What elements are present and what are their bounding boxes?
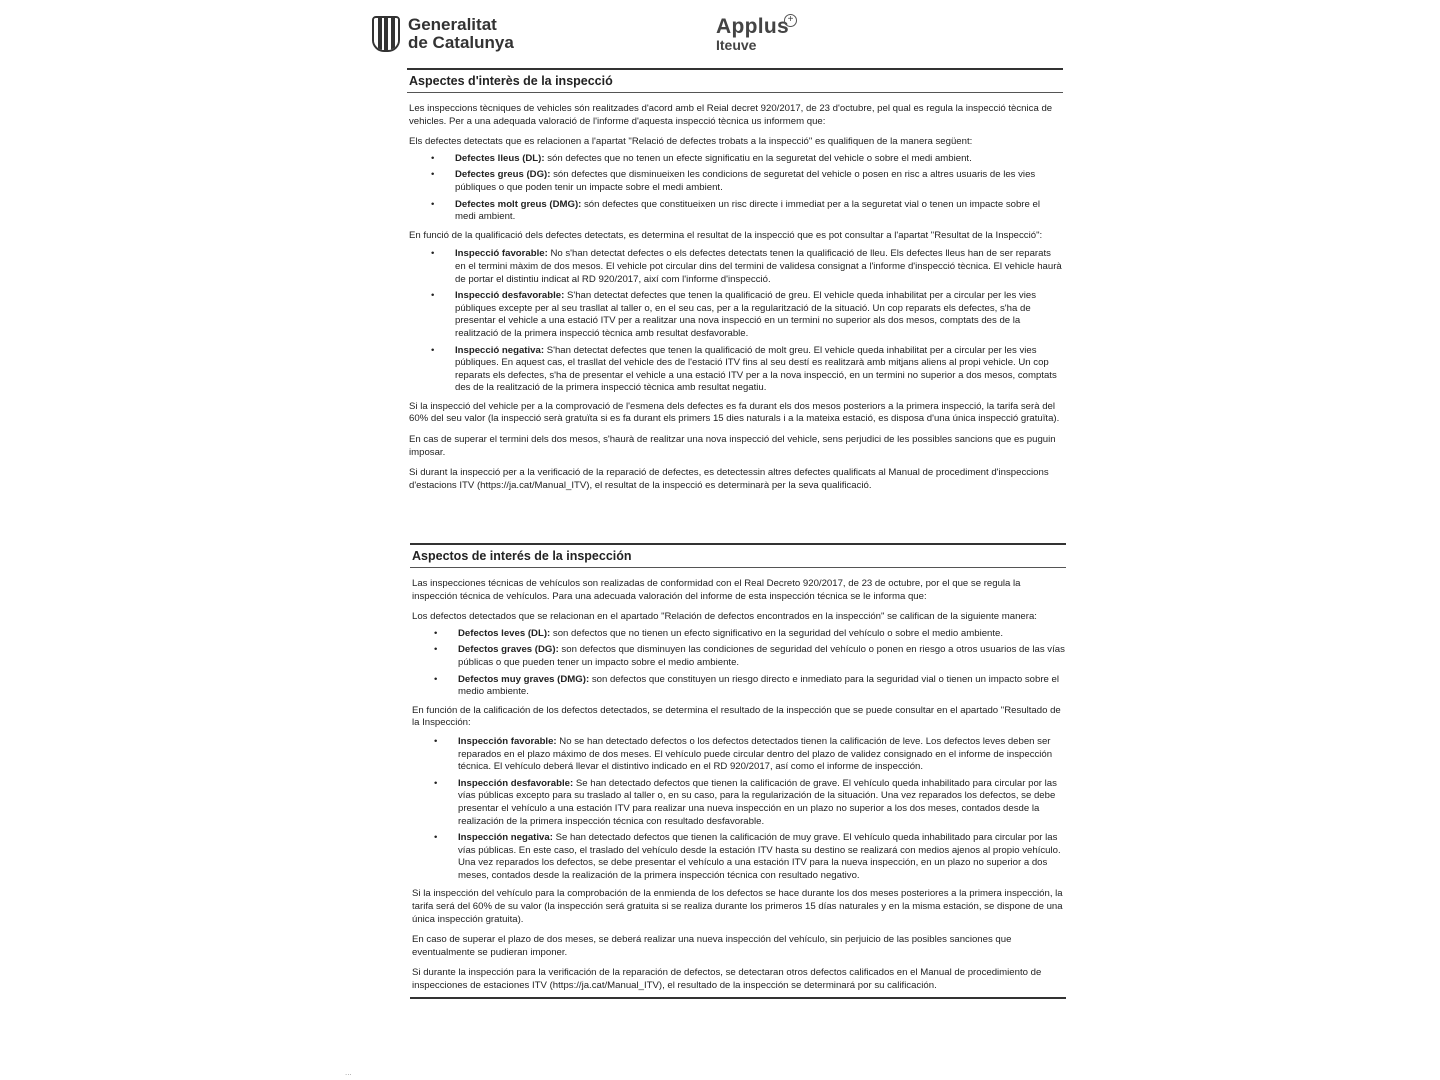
list-item: • Defectes greus (DG): són defectes que disminueixen les condicions de seguretat del vehicle o posen en risc a altres usuaris de les vies públiques o que poden tenir un impacte sobre el medi ambient. — [431, 169, 1036, 193]
fee-paragraph: Si la inspección del vehículo para la comprobación de la enmienda de los defectos se hace durante los dos meses posteriores a la primera inspección, la tarifa será del 60% de su valor (la inspección será gratuita si se realiza durante los primeros 15 días naturales y en la misma estación, se dispone de una única inspección gratuita). — [412, 888, 1063, 925]
results-list — [407, 248, 1063, 395]
list-item: • Defectes lleus (DL): són defectes que no tenen un efecte significatiu en la seguretat del vehicle o sobre el medi ambient. — [431, 152, 972, 164]
section-title: Aspectes d'interès de la inspecció — [409, 74, 613, 88]
manual-paragraph: Si durante la inspección para la verificación de la reparación de defectos, se detectaran otros defectos calificados en el Manual de procedimiento de inspecciones de estaciones ITV (https://ja.cat/Manual_ITV), el resultado de la inspección se determinará por su calificación. — [412, 967, 1042, 992]
results-intro: En funció de la qualificació dels defectes detectats, es determina el resultat de la inspecció que es pot consultar a l'apartat "Resultat de la Inspecció": — [409, 229, 1043, 241]
list-item: • Inspección desfavorable: Se han detectado defectos que tienen la calificación de grave. El vehículo queda inhabilitado para circular por las vías públicas excepto para su traslado al taller o, en su caso, para la regularización de la situación. Una vez reparados los defectos, se debe presentar el vehículo a una estación ITV para realizar una nueva inspección en un plazo no superior a los dos meses, contados desde la realización de la primera inspección técnica con resultado desfavorable. — [434, 777, 1057, 827]
intro-paragraph: Las inspecciones técnicas de vehículos son realizadas de conformidad con el Real Decreto 920/2017, de 23 de octubre, por el que se regula la inspección técnica de vehículos. Para una adecuada valoración del informe de esta inspección técnica se le informa que: — [412, 578, 1021, 602]
defects-intro: Los defectos detectados que se relacionan en el apartado "Relación de defectos encontrados en la inspección" se califican de la siguiente manera: — [412, 611, 1037, 623]
generalitat-name: Generalitat de Catalunya — [408, 15, 514, 52]
section-top-rule — [410, 543, 1066, 545]
plus-icon: + — [784, 14, 797, 27]
list-item: • Defectos muy graves (DMG): son defectos que constituyen un riesgo directo e inmediato para la seguridad vial o tienen un impacto sobre el medio ambiente. — [434, 673, 1060, 698]
list-item: • Inspecció negativa: S'han detectat defectes que tenen la qualificació de molt greu. El vehicle queda inhabilitat per a circular per les vies públiques. En aquest cas, el trasllat del vehicle des de l'estació ITV fins al seu destí es realitzarà amb mitjans aliens al propi vehicle. Un cop reparats els defectes, s'ha de presentar el vehicle a una estació ITV per a la nova inspecció, en un termini no superior a dos mesos, comptats des de la realització de la primera inspecció tècnica amb resultat negatiu. — [431, 344, 1057, 394]
section-title: Aspectos de interés de la inspección — [412, 549, 632, 563]
intro-paragraph: Les inspeccions tècniques de vehicles són realitzades d'acord amb el Reial decret 920/2017, de 23 d'octubre, pel qual es regula la inspecció tècnica de vehicles. Per a una adequada valoració de l'informe d'aquesta inspecció tècnica us informem que: — [409, 103, 1053, 127]
manual-paragraph: Si durant la inspecció per a la verificació de la reparació de defectes, es detectessin altres defectes qualificats al Manual de procediment d'inspeccions d'estacions ITV (https://ja.cat/Manual_ITV), el resultat de la inspecció es determinarà per la seva qualificació. — [409, 467, 1049, 491]
applus-brand: Applus — [716, 15, 789, 38]
list-item: • Inspecció desfavorable: S'han detectat defectes que tenen la qualificació de greu. El vehicle queda inhabilitat per a circular per les vies públiques excepte per al seu trasllat al taller o, en el seu cas, per a la regularització de la situació. Un cop reparats els defectes, s'ha de presentar el vehicle a una estació ITV per a realitzar una nova inspecció en un termini no superior als dos mesos, comptats des de la realització de la primera inspecció tècnica amb resultat desfavorable. — [431, 290, 1036, 339]
list-item: • Defectes molt greus (DMG): són defectes que constitueixen un risc directe i immediat per a la seguretat vial o tenen un impacte sobre el medi ambient. — [431, 198, 1040, 223]
scan-mark: ... — [345, 1068, 352, 1077]
defects-intro: Els defectes detectats que es relacionen a l'apartat "Relació de defectes trobats a la inspecció" es qualifiquen de la manera següent: — [409, 136, 973, 148]
section-top-rule — [407, 68, 1063, 70]
deadline-paragraph: En cas de superar el termini dels dos mesos, s'haurà de realitzar una nova inspecció del vehicle, sens perjudici de les possibles sancions que es puguin imposar. — [409, 434, 1056, 458]
defects-list — [410, 628, 1066, 699]
fee-paragraph: Si la inspecció del vehicle per a la comprovació de l'esmena dels defectes es fa durant els dos mesos posteriors a la primera inspecció, la tarifa serà del 60% del seu valor (la inspecció serà gratuïta si es fa durant els primers 15 dies naturals i a la mateixa estació, es disposa d'una única inspecció gratuïta). — [409, 400, 1060, 425]
list-item: • Inspección favorable: No se han detectado defectos o los defectos detectados tienen la calificación de leve. Los defectos leves deben ser reparados en el plazo máximo de dos meses. El vehículo puede circular dentro del plazo de validez consignado en el informe de inspección técnica. El vehículo deberá llevar el distintivo indicado en el RD 920/2017, así como el informe de inspección. — [434, 735, 1053, 773]
results-list — [410, 736, 1066, 883]
generalitat-emblem-icon — [372, 16, 400, 52]
list-item: • Inspecció favorable: No s'han detectat defectes o els defectes detectats tenen la qualificació de lleu. Els defectes lleus han de ser reparats en el termini màxim de dos mesos. El vehicle pot circular dins del termini de validesa consignat a l'informe d'inspecció tècnica. El vehicle haurà de portar el distintiu indicat al RD 920/2017, així com l'informe d'inspecció. — [431, 248, 1062, 285]
section-catalan — [407, 68, 1063, 500]
defects-list — [407, 153, 1063, 224]
section-title-rule — [410, 567, 1066, 568]
generalitat-logo — [372, 16, 514, 52]
list-item: • Defectos leves (DL): son defectos que no tienen un efecto significativo en la seguridad del vehículo o sobre el medio ambiente. — [434, 627, 1004, 639]
section-bottom-rule — [410, 997, 1066, 999]
list-item: • Defectos graves (DG): son defectos que disminuyen las condiciones de seguridad del vehículo o ponen en riesgo a otros usuarios de las vías públicas o que pueden tener un impacto sobre el medio ambiente. — [434, 644, 1065, 668]
applus-sub: Iteuve — [716, 37, 757, 53]
results-intro: En función de la calificación de los defectos detectados, se determina el resultado de la inspección que se puede consultar en el apartado "Resultado de la Inspección: — [412, 704, 1061, 729]
applus-logo — [716, 14, 794, 53]
section-title-rule — [407, 92, 1063, 93]
section-spanish — [410, 543, 1066, 999]
deadline-paragraph: En caso de superar el plazo de dos meses, se deberá realizar una nueva inspección del vehículo, sin perjuicio de las posibles sanciones que eventualmente se pudieran imponer. — [412, 934, 1012, 958]
list-item: • Inspección negativa: Se han detectado defectos que tienen la calificación de muy grave. El vehículo queda inhabilitado para circular por las vías públicas. En este caso, el traslado del vehículo desde la estación ITV hasta su destino se realizará con medios ajenos al propio vehículo. Una vez reparados los defectos, se debe presentar el vehículo a una estación ITV para la nueva inspección, en un plazo no superior a dos meses, contados desde la realización de la primera inspección técnica con resultado negativo. — [434, 832, 1061, 881]
